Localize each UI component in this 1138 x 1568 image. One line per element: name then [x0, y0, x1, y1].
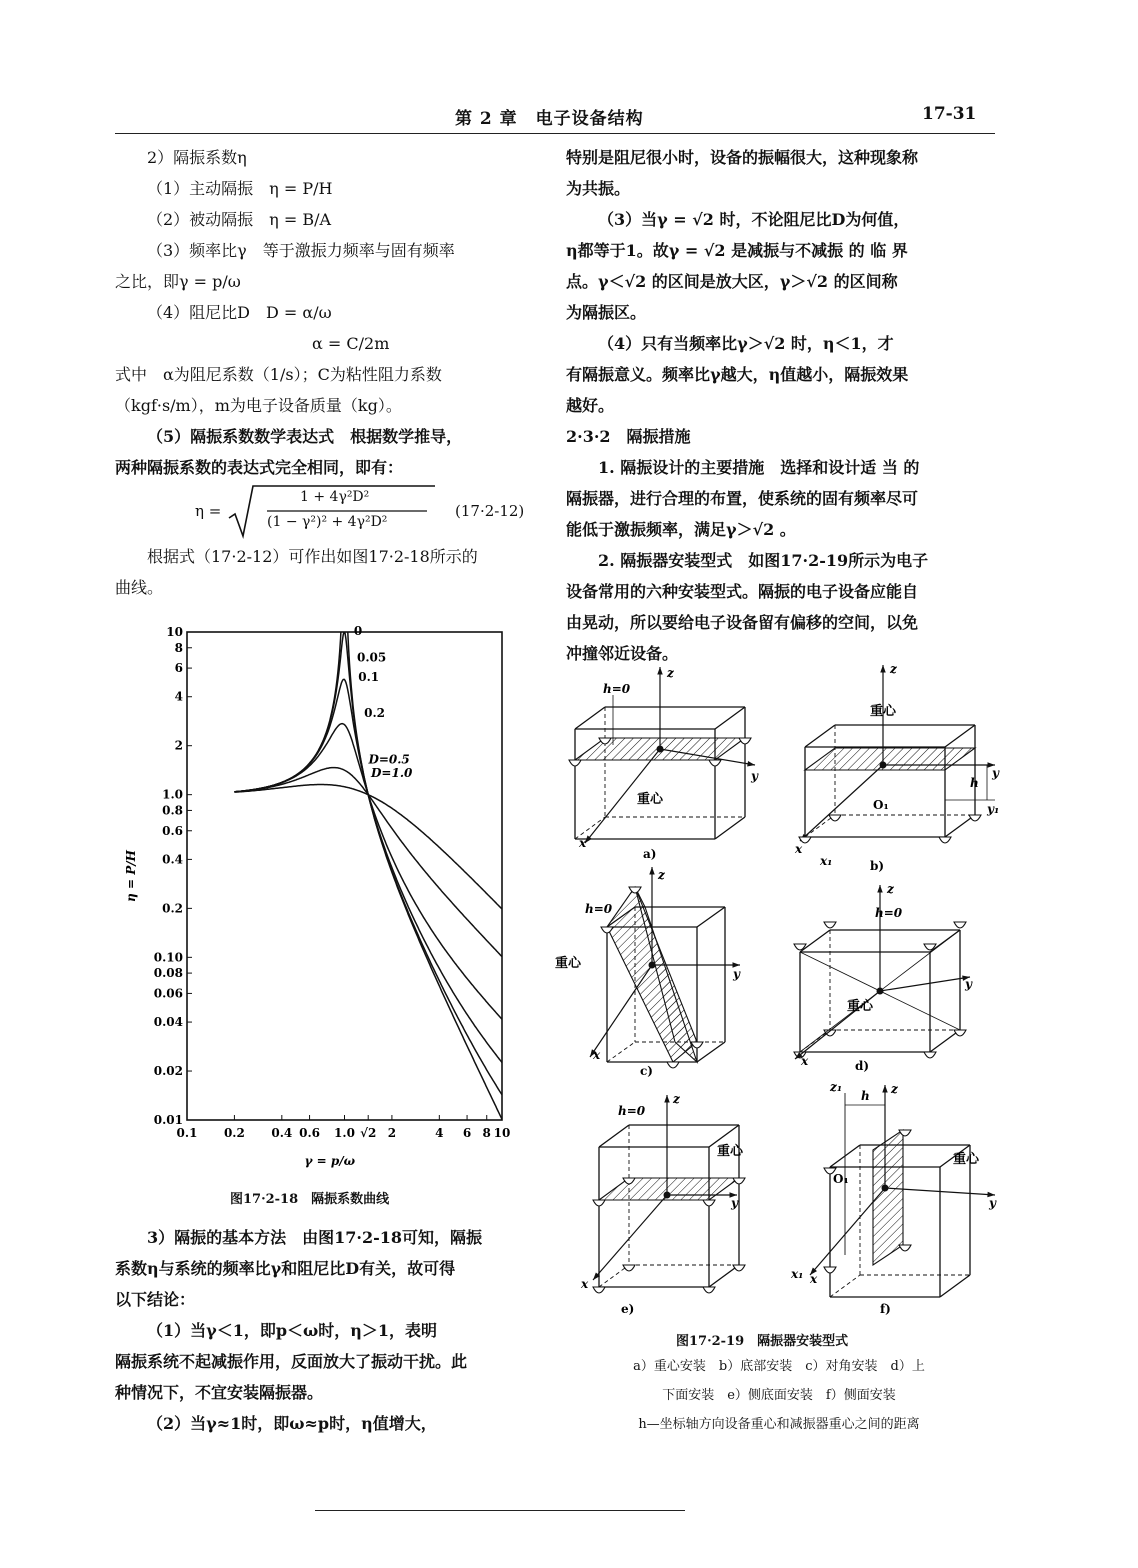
isolator-icon — [954, 1030, 966, 1036]
origin-label: O₁ — [873, 798, 889, 812]
isolator-icon — [969, 815, 981, 821]
paragraph: 特别是阻尼很小时，设备的振幅很大，这种现象称 — [566, 148, 919, 167]
paragraph: （1）当γ＜1，即p＜ω时，η＞1，表明 — [147, 1321, 438, 1340]
axis-label-y: y — [992, 766, 999, 780]
list-item-cont: 之比，即γ = p/ω — [115, 272, 241, 291]
subcaption-line: h—坐标轴方向设备重心和减振器重心之间的距离 — [638, 1417, 920, 1432]
axis-label-x: x — [795, 842, 803, 856]
paragraph: 为隔振区。 — [566, 303, 647, 322]
axis-label-y: y — [731, 1196, 738, 1210]
h-label: h=0 — [603, 682, 631, 696]
axis-label-y: y — [965, 977, 972, 991]
x-tick-label: 0.6 — [299, 1126, 321, 1140]
left-column-bottom — [115, 1222, 540, 1439]
isolator-icon — [899, 1245, 911, 1251]
panel-label: b) — [870, 859, 885, 873]
series-line — [234, 785, 502, 910]
axis-label-x: x — [581, 1277, 589, 1291]
formula-numerator: 1 + 4γ²D² — [300, 489, 370, 505]
paragraph: 系数η与系统的频率比γ和阻尼比D有关，故可得 — [115, 1259, 456, 1278]
isolator-icon — [733, 1265, 745, 1271]
panel-label: f) — [880, 1302, 891, 1316]
axis-label-x1: x₁ — [791, 1267, 804, 1281]
axis-label-z: z — [890, 662, 897, 676]
plot-frame — [187, 632, 502, 1120]
page-number: 17-31 — [922, 104, 977, 124]
section-heading: 2·3·2 隔振措施 — [566, 427, 691, 446]
y-tick-label: 0.6 — [162, 823, 183, 838]
series-label: 0.1 — [358, 669, 380, 684]
paragraph: 为共振。 — [566, 179, 631, 198]
figure-caption: 图17·2-18 隔振系数曲线 — [230, 1192, 390, 1207]
y-tick-label: 0.2 — [162, 901, 183, 916]
z-axis-head — [882, 1085, 887, 1093]
box-edge — [715, 707, 745, 729]
box-edge — [940, 1275, 970, 1297]
h-label: h — [970, 776, 979, 790]
h-label: h=0 — [618, 1104, 646, 1118]
series-label: 0.2 — [364, 706, 385, 721]
paragraph: 能低于激振频率，满足γ＞√2 。 — [566, 520, 796, 539]
box-edge — [575, 707, 605, 729]
paragraph: 2. 隔振器安装型式 如图17·2-19所示为电子 — [598, 551, 929, 570]
hatched-plane — [805, 748, 975, 770]
axis-label-y: y — [751, 769, 758, 783]
box-edge — [599, 1125, 629, 1147]
isolator-icon — [667, 1062, 679, 1068]
axis-label-z: z — [891, 1082, 898, 1096]
y-tick-label: 1.0 — [162, 787, 183, 802]
paragraph: 设备常用的六种安装型式。隔振的电子设备应能自 — [566, 582, 919, 601]
axis-label-y1: y₁ — [987, 802, 1000, 816]
axis-label-x1: x₁ — [820, 854, 833, 868]
x-tick-label: 8 — [482, 1126, 491, 1140]
axis-label-x: x — [801, 1054, 809, 1068]
y-tick-label: 0.10 — [153, 950, 183, 965]
z-axis-head — [664, 1095, 669, 1103]
panel-label: d) — [855, 1059, 870, 1073]
z-axis-head — [649, 867, 654, 875]
isolator-icon — [623, 1265, 635, 1271]
z-axis-head — [657, 667, 662, 675]
cg-label: 重心 — [717, 1144, 744, 1159]
axis-label-z: z — [667, 666, 674, 680]
panel-label: a) — [643, 847, 657, 861]
y-tick-label: 0.4 — [162, 852, 183, 867]
isolator-icon — [939, 837, 951, 843]
isolator-icon — [593, 1200, 605, 1206]
y-tick-label: 0.04 — [153, 1015, 183, 1030]
x-tick-label: √2 — [360, 1126, 377, 1140]
subcaption-line: 下面安装 e）侧底面安装 f）侧面安装 — [662, 1388, 896, 1403]
axis-label-y: y — [989, 1196, 996, 1210]
axis-label-x: x — [810, 1272, 818, 1286]
equation: α = C/2m — [312, 334, 390, 353]
paragraph: η都等于1。故γ = √2 是减振与不减振 的 临 界 — [566, 241, 908, 260]
y-tick-label: 0.08 — [153, 966, 183, 981]
y-tick-label: 4 — [174, 689, 183, 704]
paragraph: 冲撞邻近设备。 — [566, 644, 679, 663]
axis-label-z: z — [673, 1092, 680, 1106]
isolator-mounting-figure — [555, 655, 1000, 1325]
y-axis — [880, 977, 970, 991]
paragraph: 由晃动，所以要给电子设备留有偏移的空间，以免 — [566, 613, 919, 632]
series-label: 0 — [353, 623, 363, 638]
y-tick-label: 6 — [174, 661, 183, 676]
isolator-icon — [593, 1287, 605, 1293]
axis-label-y: y — [733, 967, 740, 981]
axis-label-x: x — [579, 836, 587, 850]
subcaption-line: a）重心安装 b）底部安装 c）对角安装 d）上 — [633, 1359, 925, 1374]
where-text: （kgf·s/m），m为电子设备质量（kg）。 — [115, 396, 402, 415]
axis-label-z: z — [887, 882, 894, 896]
cg-label: 重心 — [847, 999, 874, 1014]
panel-label: c) — [640, 1064, 653, 1078]
axis-label-z1: z₁ — [830, 1080, 843, 1094]
origin-label: O₁ — [833, 1172, 849, 1186]
paragraph: （4）只有当频率比γ＞√2 时，η＜1，才 — [598, 334, 894, 353]
cg-label: 重心 — [953, 1152, 980, 1167]
y-tick-label: 0.01 — [153, 1113, 183, 1127]
list-item: （1）主动隔振 η = P/H — [147, 179, 333, 198]
isolator-icon — [709, 760, 721, 766]
header-rule — [115, 133, 995, 134]
formula-lhs: η = — [195, 502, 222, 520]
figure-subcaption — [566, 1352, 992, 1439]
series-line — [234, 768, 502, 957]
list-item: （3）频率比γ 等于激振力频率与固有频率 — [147, 241, 455, 260]
formula-17-2-12 — [195, 484, 540, 540]
left-column-mid — [115, 541, 540, 603]
paragraph: 有隔振意义。频率比γ越大，η值越小，隔振效果 — [566, 365, 909, 384]
isolator-icon — [739, 738, 751, 744]
panel-label: e) — [621, 1302, 635, 1316]
axis-label-z: z — [658, 868, 665, 882]
isolator-icon — [824, 1267, 836, 1273]
isolator-icon — [924, 1052, 936, 1058]
box-edge — [715, 817, 745, 839]
y-tick-label: 0.06 — [153, 986, 183, 1001]
x-tick-label: 10 — [493, 1126, 511, 1140]
isolator-icon — [829, 815, 841, 821]
y-tick-label: 0.02 — [153, 1064, 183, 1079]
paragraph: （5）隔振系数数学表达式 根据数学推导， — [147, 427, 463, 446]
cg-label: 重心 — [555, 956, 582, 971]
paragraph: 隔振器，进行合理的布置，使系统的固有频率尽可 — [566, 489, 919, 508]
cg-label: 重心 — [637, 792, 664, 807]
formula-number: (17·2-12) — [455, 502, 525, 520]
x-tick-label: 0.2 — [223, 1126, 245, 1140]
section-title: 2）隔振系数η — [147, 148, 247, 167]
isolator-icon — [733, 1178, 745, 1184]
isolator-icon — [691, 1042, 703, 1048]
series-line — [234, 632, 502, 1095]
paragraph: 点。γ＜√2 的区间是放大区，γ＞√2 的区间称 — [566, 272, 898, 291]
x-tick-label: 4 — [435, 1126, 444, 1140]
figure-caption: 图17·2-19 隔振器安装型式 — [676, 1334, 849, 1349]
x-tick-label: 0.4 — [271, 1126, 293, 1140]
paragraph: 越好。 — [566, 396, 615, 415]
x-tick-label: 1.0 — [334, 1126, 355, 1140]
series-label: D=0.5 — [368, 752, 410, 767]
y-axis-head — [747, 761, 755, 766]
y-axis-label: η = P/H — [124, 850, 138, 902]
paragraph: 1. 隔振设计的主要措施 选择和设计适 当 的 — [598, 458, 920, 477]
paragraph: 隔振系统不起减振作用，反面放大了振动干扰。此 — [115, 1352, 468, 1371]
isolator-icon — [703, 1200, 715, 1206]
x-tick-label: 2 — [387, 1126, 397, 1140]
y-tick-label: 10 — [166, 625, 183, 639]
hidden-edge — [830, 1275, 860, 1297]
h-label: h=0 — [875, 906, 903, 920]
left-column-top — [115, 142, 540, 483]
isolation-coefficient-chart — [115, 620, 540, 1180]
x-axis-label: γ = p/ω — [304, 1154, 356, 1168]
hidden-edge — [607, 1042, 635, 1062]
series-line — [234, 724, 502, 1020]
isolator-icon — [569, 760, 581, 766]
series-label: 0.05 — [357, 650, 387, 665]
y-tick-label: 0.8 — [162, 803, 183, 818]
list-item: （4）阻尼比D D = α/ω — [147, 303, 332, 322]
list-item: （2）被动隔振 η = B/A — [147, 210, 332, 229]
where-text: 式中 α为阻尼系数（1/s）；C为粘性阻力系数 — [115, 365, 442, 384]
x-axis — [590, 965, 652, 1057]
h-label: h=0 — [585, 902, 613, 916]
running-header: 第 2 章 电子设备结构 — [455, 109, 644, 129]
z-axis-head — [880, 665, 885, 673]
paragraph: 种情况下，不宜安装隔振器。 — [115, 1383, 324, 1402]
box-edge — [800, 930, 830, 952]
paragraph: （2）当γ≈1时，即ω≈p时，η值增大， — [147, 1414, 437, 1433]
box-edge — [805, 725, 835, 747]
h-label: h — [861, 1089, 870, 1103]
footer-rule — [315, 1510, 685, 1511]
axis-label-x: x — [593, 1048, 601, 1062]
right-column-top — [566, 142, 992, 669]
x-tick-label: 0.1 — [176, 1126, 198, 1140]
box-edge — [697, 907, 725, 927]
x-tick-label: 6 — [462, 1126, 472, 1140]
y-tick-label: 8 — [174, 640, 183, 655]
series-line — [234, 679, 502, 1062]
box-edge — [945, 725, 975, 747]
paragraph: 两种隔振系数的表达式完全相同，即有： — [115, 458, 404, 477]
isolator-icon — [954, 922, 966, 928]
y-tick-label: 2 — [174, 738, 183, 753]
isolator-icon — [703, 1287, 715, 1293]
series-label: D=1.0 — [371, 766, 413, 781]
isolator-icon — [824, 922, 836, 928]
paragraph: 3）隔振的基本方法 由图17·2-18可知，隔振 — [147, 1228, 483, 1247]
cg-label: 重心 — [870, 704, 897, 719]
paragraph: 以下结论： — [115, 1290, 196, 1309]
x-axis — [800, 765, 883, 841]
paragraph: 根据式（17·2-12）可作出如图17·2-18所示的 — [147, 547, 478, 566]
z-axis-head — [877, 885, 882, 893]
paragraph: 曲线。 — [115, 578, 164, 597]
paragraph: （3）当γ = √2 时，不论阻尼比D为何值， — [598, 210, 910, 229]
formula-denominator: (1 − γ²)² + 4γ²D² — [267, 514, 388, 530]
